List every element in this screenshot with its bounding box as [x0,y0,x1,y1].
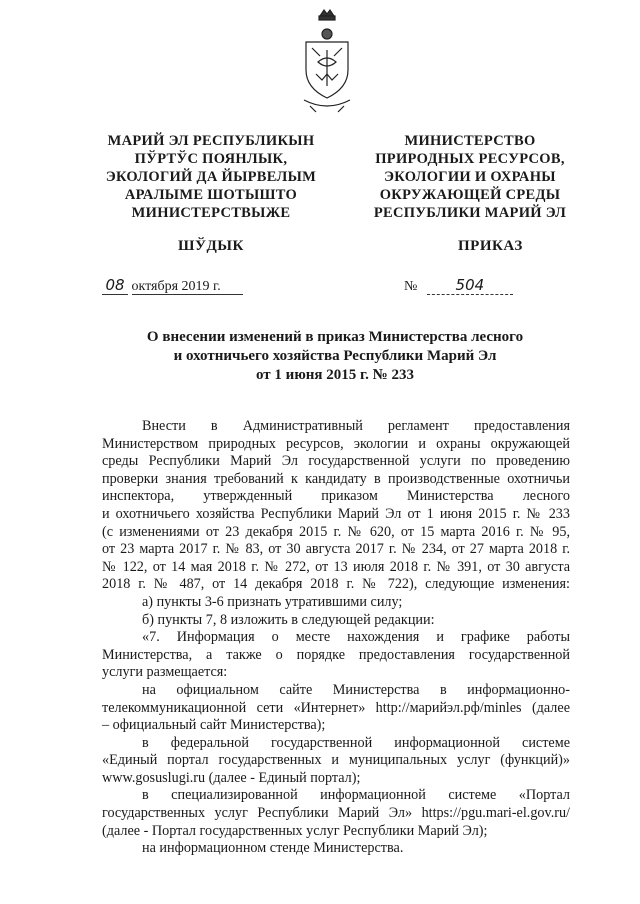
body-line: на официальном сайте Министерства в информационно- [142,681,570,698]
body-line: и охотничьего хозяйства Республики Марий Эл от 1 июня 2015 г. № 233 [102,505,570,522]
order-date-day: 08 [102,276,128,295]
body-line: от 23 марта 2017 г. № 83, от 30 августа 2017 г. № 234, от 27 марта 2018 г. [102,541,570,558]
title-line: О внесении изменений в приказ Министерства лесного [146,329,524,345]
body-line: www.gosuslugi.ru (далее - Единый портал); [102,769,361,786]
doc-type-marii: ШЎДЫК [178,238,244,254]
body-line: услуги размещается: [102,664,228,681]
header-left-line: АРАЛЫМЕ ШОТЫШТО [124,187,298,203]
body-line: (далее - Портал государственных услуг Республики Марий Эл); [102,822,488,839]
header-left-line: ЭКОЛОГИЙ ДА ЙЫРВЕЛЫМ [105,169,317,185]
header-left-marii [86,132,336,222]
body-line: в федеральной государственной информационной системе [142,734,570,751]
body-line: а) пункты 3-6 признать утратившими силу; [142,593,403,610]
body-line: государственных услуг Республики Марий Эл» https://pgu.mari-el.gov.ru/ [102,805,570,822]
header-right-line: ОКРУЖАЮЩЕЙ СРЕДЫ [379,187,561,203]
body-line: телекоммуникационной сети «Интернет» http://марийэл.рф/minles (далее [102,699,570,716]
body-line: на информационном стенде Министерства. [142,840,404,857]
body-line: среды Республики Марий Эл государственной услуги по проведению [102,453,570,470]
body-line: Министерства, а также о порядке предоставления государственной [102,646,570,663]
body-line: «Единый портал государственных и муниципальных услуг (функций)» [102,752,570,769]
header-right-line: ПРИРОДНЫХ РЕСУРСОВ, [375,151,565,167]
body-line: Министерством природных ресурсов, экологии и охраны окружающей [102,435,570,452]
body-line: (с изменениями от 23 декабря 2015 г. № 620, от 15 марта 2016 г. № 95, [102,523,570,540]
body-line: Внести в Административный регламент предоставления [142,418,570,434]
body-line: в специализированной информационной системе «Портал [142,787,570,804]
body-line: б) пункты 7, 8 изложить в следующей редакции: [142,611,435,628]
body-line: 2018 г. № 487, от 14 декабря 2018 г. № 722), следующие изменения: [102,576,570,593]
title-line: и охотничьего хозяйства Республики Марий Эл [173,348,497,364]
header-right-russian [345,132,595,222]
document-body [102,418,570,858]
order-number [404,276,524,296]
coat-of-arms-emblem [298,8,356,126]
body-line: инспектора, утвержденный приказом Министерства лесного [102,488,570,505]
header-left-line: ПЎРТЎС ПОЯНЛЫК, [134,151,288,167]
header-right-line: РЕСПУБЛИКИ МАРИЙ ЭЛ [373,205,567,221]
body-line: «7. Информация о месте нахождения и графике работы [142,629,570,646]
doc-type-russian: ПРИКАЗ [458,238,523,254]
body-line: проверки знания требований к кандидату в производственные охотничьи [102,470,570,487]
header-left-line: МАРИЙ ЭЛ РЕСПУБЛИКЫН [107,133,315,149]
order-number-prefix: № [404,279,418,294]
body-line: – официальный сайт Министерства); [102,717,326,734]
body-line: № 122, от 14 мая 2018 г. № 272, от 13 июля 2018 г. № 391, от 30 августа [102,558,570,575]
order-date [102,276,262,296]
title-line: от 1 июня 2015 г. № 233 [256,367,414,383]
header-left-line: МИНИСТЕРСТВЫЖЕ [131,205,291,221]
header-right-line: ЭКОЛОГИИ И ОХРАНЫ [384,169,556,185]
document-title [100,328,570,385]
header-right-line: МИНИСТЕРСТВО [404,133,536,149]
order-date-month-year: октября 2019 г. [132,279,243,295]
order-number-value: 504 [427,276,513,295]
